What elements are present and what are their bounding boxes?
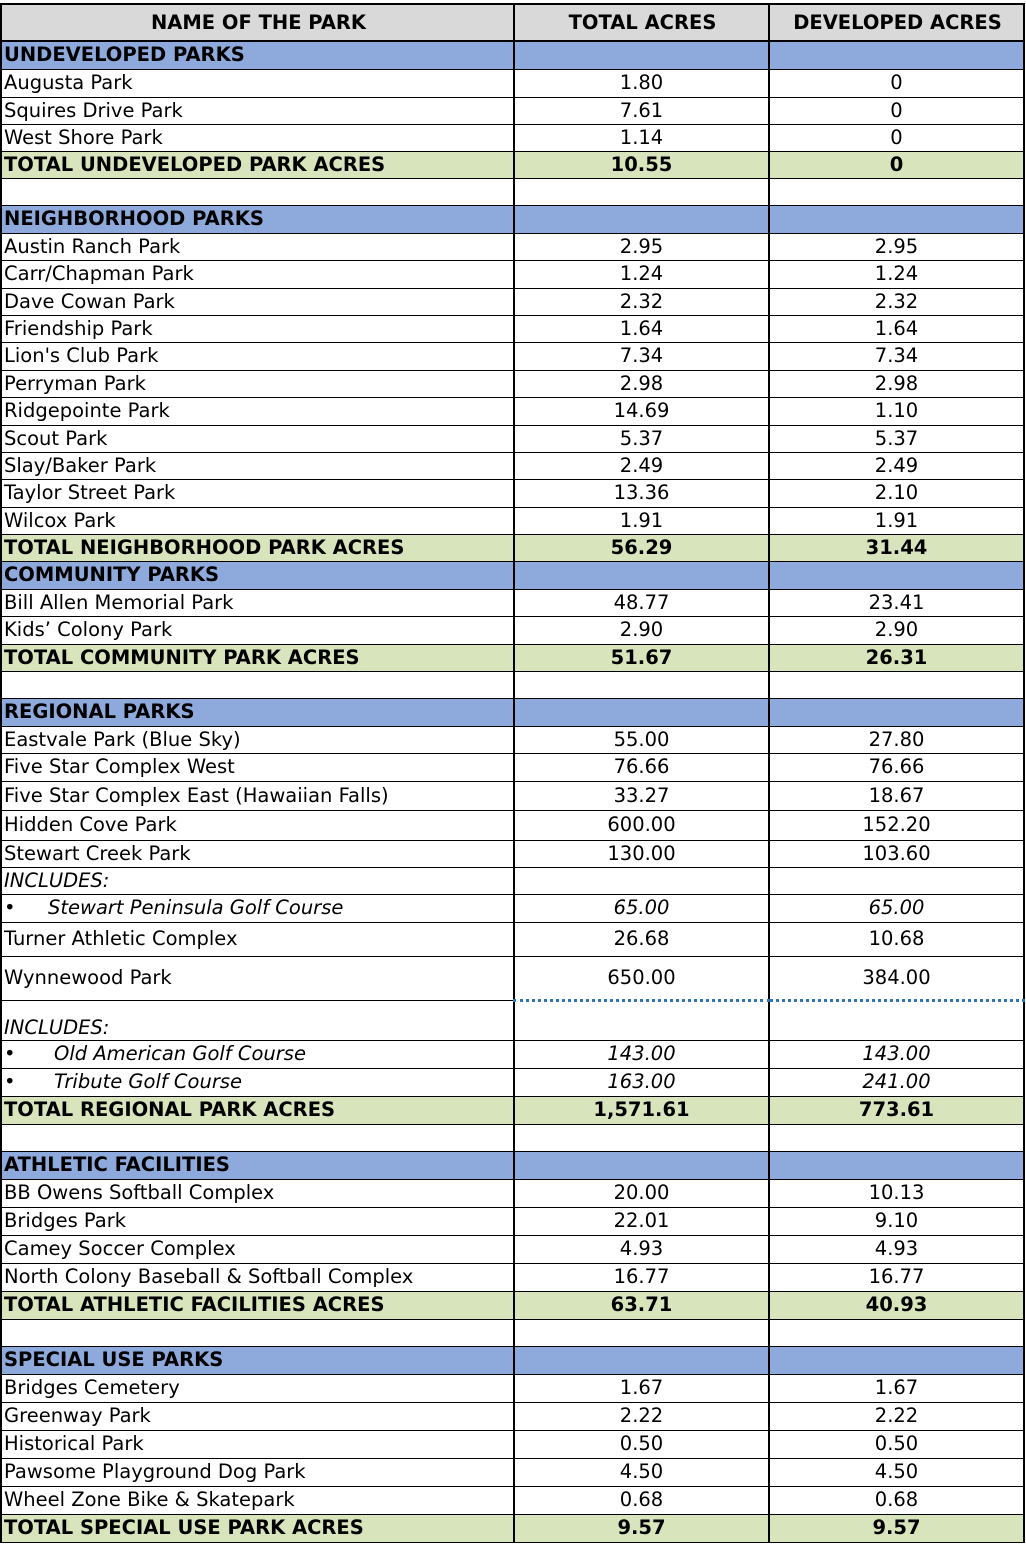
park-name: North Colony Baseball & Softball Complex	[1, 1263, 514, 1291]
park-row	[1, 315, 1024, 342]
total-acres-cell: 48.77	[514, 589, 769, 616]
total-acres-cell: 1.80	[514, 69, 769, 97]
park-row	[1, 1207, 1024, 1235]
spacer-row	[1, 671, 1024, 698]
total-acres-cell: 650.00	[514, 956, 769, 1000]
total-acres-cell: 22.01	[514, 1207, 769, 1235]
includes-label: INCLUDES:	[1, 1000, 514, 1040]
developed-acres-cell: 0.50	[769, 1430, 1024, 1458]
total-acres-cell: 1.67	[514, 1374, 769, 1402]
table-body	[1, 41, 1024, 1542]
park-name: Kids’ Colony Park	[1, 616, 514, 644]
spacer-cell	[1, 1124, 514, 1151]
bullet-icon: •	[4, 1042, 16, 1065]
park-row	[1, 1458, 1024, 1486]
includes-row	[1, 1000, 1024, 1040]
park-row	[1, 397, 1024, 425]
park-row	[1, 726, 1024, 753]
spacer-cell	[1, 1319, 514, 1346]
developed-acres-cell: 1.24	[769, 260, 1024, 288]
section-title: SPECIAL USE PARKS	[1, 1346, 514, 1374]
developed-acres-cell: 773.61	[769, 1096, 1024, 1124]
park-row	[1, 124, 1024, 151]
total-acres-cell: 7.34	[514, 342, 769, 370]
sub-item-label: Tribute Golf Course	[54, 1070, 243, 1093]
spacer-cell	[514, 1319, 769, 1346]
developed-acres-cell: 0	[769, 151, 1024, 178]
park-name: Five Star Complex West	[1, 753, 514, 781]
park-name: Hidden Cove Park	[1, 810, 514, 840]
spacer-cell	[1, 671, 514, 698]
includes-total-cell	[514, 1000, 769, 1040]
total-acres-cell: 2.49	[514, 452, 769, 479]
park-row	[1, 1374, 1024, 1402]
park-row	[1, 1179, 1024, 1207]
section-total-cell	[514, 698, 769, 726]
park-name: Pawsome Playground Dog Park	[1, 1458, 514, 1486]
spacer-row	[1, 1319, 1024, 1346]
header-developed-acres: DEVELOPED ACRES	[769, 4, 1024, 41]
developed-acres-cell: 18.67	[769, 781, 1024, 810]
total-acres-cell: 9.57	[514, 1514, 769, 1542]
header-total-acres: TOTAL ACRES	[514, 4, 769, 41]
section-header-row	[1, 1346, 1024, 1374]
section-developed-cell	[769, 205, 1024, 233]
spacer-row	[1, 178, 1024, 205]
developed-acres-cell: 27.80	[769, 726, 1024, 753]
total-acres-cell: 1.24	[514, 260, 769, 288]
total-acres-cell: 65.00	[514, 894, 769, 922]
total-acres-cell: 4.93	[514, 1235, 769, 1263]
total-row	[1, 1514, 1024, 1542]
developed-acres-cell: 152.20	[769, 810, 1024, 840]
includes-label: INCLUDES:	[1, 867, 514, 894]
park-row	[1, 425, 1024, 452]
total-acres-cell: 5.37	[514, 425, 769, 452]
section-title: UNDEVELOPED PARKS	[1, 41, 514, 69]
includes-developed-cell	[769, 867, 1024, 894]
total-acres-cell: 143.00	[514, 1040, 769, 1068]
sub-item-name	[1, 1040, 514, 1068]
developed-acres-cell: 2.95	[769, 233, 1024, 260]
park-name: Austin Ranch Park	[1, 233, 514, 260]
park-name: BB Owens Softball Complex	[1, 1179, 514, 1207]
total-acres-cell: 14.69	[514, 397, 769, 425]
developed-acres-cell: 2.10	[769, 479, 1024, 507]
park-name: Dave Cowan Park	[1, 288, 514, 315]
park-name: Lion's Club Park	[1, 342, 514, 370]
developed-acres-cell: 5.37	[769, 425, 1024, 452]
section-developed-cell	[769, 41, 1024, 69]
total-acres-cell: 4.50	[514, 1458, 769, 1486]
park-row	[1, 1402, 1024, 1430]
developed-acres-cell: 0	[769, 124, 1024, 151]
park-name: Turner Athletic Complex	[1, 922, 514, 956]
park-row	[1, 1235, 1024, 1263]
spacer-cell	[769, 1124, 1024, 1151]
developed-acres-cell: 2.22	[769, 1402, 1024, 1430]
park-name: Stewart Creek Park	[1, 840, 514, 867]
park-name: Eastvale Park (Blue Sky)	[1, 726, 514, 753]
developed-acres-cell: 0	[769, 69, 1024, 97]
includes-developed-cell	[769, 1000, 1024, 1040]
total-label: TOTAL REGIONAL PARK ACRES	[1, 1096, 514, 1124]
developed-acres-cell: 384.00	[769, 956, 1024, 1000]
developed-acres-cell: 143.00	[769, 1040, 1024, 1068]
park-name: Slay/Baker Park	[1, 452, 514, 479]
park-row	[1, 260, 1024, 288]
section-header-row	[1, 1151, 1024, 1179]
park-name: Camey Soccer Complex	[1, 1235, 514, 1263]
developed-acres-cell: 1.91	[769, 507, 1024, 534]
section-header-row	[1, 698, 1024, 726]
park-row	[1, 956, 1024, 1000]
park-name: Friendship Park	[1, 315, 514, 342]
section-developed-cell	[769, 1346, 1024, 1374]
park-row	[1, 840, 1024, 867]
spacer-cell	[769, 178, 1024, 205]
bullet-icon: •	[4, 896, 16, 919]
total-acres-cell: 7.61	[514, 97, 769, 124]
spacer-row	[1, 1124, 1024, 1151]
park-row	[1, 1486, 1024, 1514]
developed-acres-cell: 0.68	[769, 1486, 1024, 1514]
total-label: TOTAL COMMUNITY PARK ACRES	[1, 644, 514, 671]
developed-acres-cell: 1.64	[769, 315, 1024, 342]
total-label: TOTAL UNDEVELOPED PARK ACRES	[1, 151, 514, 178]
developed-acres-cell: 26.31	[769, 644, 1024, 671]
developed-acres-cell: 2.98	[769, 370, 1024, 397]
developed-acres-cell: 9.10	[769, 1207, 1024, 1235]
total-acres-cell: 2.22	[514, 1402, 769, 1430]
park-name: Greenway Park	[1, 1402, 514, 1430]
includes-row	[1, 867, 1024, 894]
developed-acres-cell: 16.77	[769, 1263, 1024, 1291]
developed-acres-cell: 31.44	[769, 534, 1024, 561]
total-acres-cell: 63.71	[514, 1291, 769, 1319]
section-developed-cell	[769, 1151, 1024, 1179]
park-name: Historical Park	[1, 1430, 514, 1458]
total-acres-cell: 13.36	[514, 479, 769, 507]
total-acres-cell: 56.29	[514, 534, 769, 561]
section-header-row	[1, 561, 1024, 589]
section-total-cell	[514, 205, 769, 233]
developed-acres-cell: 0	[769, 97, 1024, 124]
total-acres-cell: 51.67	[514, 644, 769, 671]
developed-acres-cell: 241.00	[769, 1068, 1024, 1096]
developed-acres-cell: 4.93	[769, 1235, 1024, 1263]
park-name: Taylor Street Park	[1, 479, 514, 507]
developed-acres-cell: 7.34	[769, 342, 1024, 370]
park-name: Perryman Park	[1, 370, 514, 397]
spacer-cell	[769, 1319, 1024, 1346]
sub-item-name	[1, 894, 514, 922]
total-acres-cell: 163.00	[514, 1068, 769, 1096]
total-acres-cell: 55.00	[514, 726, 769, 753]
park-name: Squires Drive Park	[1, 97, 514, 124]
total-acres-cell: 600.00	[514, 810, 769, 840]
developed-acres-cell: 23.41	[769, 589, 1024, 616]
section-total-cell	[514, 41, 769, 69]
park-name: Wynnewood Park	[1, 956, 514, 1000]
total-acres-cell: 10.55	[514, 151, 769, 178]
park-row	[1, 922, 1024, 956]
section-title: ATHLETIC FACILITIES	[1, 1151, 514, 1179]
park-row	[1, 589, 1024, 616]
total-acres-cell: 2.90	[514, 616, 769, 644]
park-row	[1, 1430, 1024, 1458]
developed-acres-cell: 10.68	[769, 922, 1024, 956]
developed-acres-cell: 103.60	[769, 840, 1024, 867]
park-name: Ridgepointe Park	[1, 397, 514, 425]
developed-acres-cell: 1.67	[769, 1374, 1024, 1402]
park-name: Scout Park	[1, 425, 514, 452]
section-title: COMMUNITY PARKS	[1, 561, 514, 589]
developed-acres-cell: 4.50	[769, 1458, 1024, 1486]
park-row	[1, 97, 1024, 124]
park-row	[1, 616, 1024, 644]
total-acres-cell: 1.64	[514, 315, 769, 342]
section-total-cell	[514, 561, 769, 589]
park-row	[1, 781, 1024, 810]
park-name: Five Star Complex East (Hawaiian Falls)	[1, 781, 514, 810]
park-row	[1, 507, 1024, 534]
park-row	[1, 810, 1024, 840]
park-row	[1, 370, 1024, 397]
developed-acres-cell: 76.66	[769, 753, 1024, 781]
park-row	[1, 753, 1024, 781]
sub-item-row	[1, 1068, 1024, 1096]
developed-acres-cell: 2.32	[769, 288, 1024, 315]
developed-acres-cell: 1.10	[769, 397, 1024, 425]
total-row	[1, 1291, 1024, 1319]
section-total-cell	[514, 1151, 769, 1179]
sub-item-label: Old American Golf Course	[54, 1042, 306, 1065]
total-label: TOTAL NEIGHBORHOOD PARK ACRES	[1, 534, 514, 561]
park-name: West Shore Park	[1, 124, 514, 151]
includes-total-cell	[514, 867, 769, 894]
park-row	[1, 452, 1024, 479]
bullet-icon: •	[4, 1070, 16, 1093]
total-row	[1, 644, 1024, 671]
park-name: Wheel Zone Bike & Skatepark	[1, 1486, 514, 1514]
total-row	[1, 534, 1024, 561]
total-acres-cell: 20.00	[514, 1179, 769, 1207]
total-acres-cell: 33.27	[514, 781, 769, 810]
section-title: REGIONAL PARKS	[1, 698, 514, 726]
developed-acres-cell: 2.49	[769, 452, 1024, 479]
section-header-row	[1, 41, 1024, 69]
park-row	[1, 288, 1024, 315]
total-acres-cell: 26.68	[514, 922, 769, 956]
sub-item-row	[1, 1040, 1024, 1068]
total-acres-cell: 2.32	[514, 288, 769, 315]
park-name: Wilcox Park	[1, 507, 514, 534]
section-developed-cell	[769, 561, 1024, 589]
park-name: Bridges Park	[1, 1207, 514, 1235]
total-acres-cell: 1.91	[514, 507, 769, 534]
park-row	[1, 233, 1024, 260]
total-row	[1, 151, 1024, 178]
total-acres-cell: 2.95	[514, 233, 769, 260]
park-row	[1, 342, 1024, 370]
park-row	[1, 479, 1024, 507]
total-acres-cell: 76.66	[514, 753, 769, 781]
spacer-cell	[514, 1124, 769, 1151]
sub-item-row	[1, 894, 1024, 922]
spacer-cell	[1, 178, 514, 205]
park-row	[1, 1263, 1024, 1291]
park-name: Carr/Chapman Park	[1, 260, 514, 288]
total-acres-cell: 0.50	[514, 1430, 769, 1458]
total-label: TOTAL ATHLETIC FACILITIES ACRES	[1, 1291, 514, 1319]
total-acres-cell: 130.00	[514, 840, 769, 867]
park-acreage-table	[0, 3, 1025, 1543]
park-name: Bill Allen Memorial Park	[1, 589, 514, 616]
spacer-cell	[769, 671, 1024, 698]
park-name: Bridges Cemetery	[1, 1374, 514, 1402]
total-acres-cell: 2.98	[514, 370, 769, 397]
header-row	[1, 4, 1024, 41]
park-row	[1, 69, 1024, 97]
total-label: TOTAL SPECIAL USE PARK ACRES	[1, 1514, 514, 1542]
total-row	[1, 1096, 1024, 1124]
section-header-row	[1, 205, 1024, 233]
section-developed-cell	[769, 698, 1024, 726]
developed-acres-cell: 65.00	[769, 894, 1024, 922]
developed-acres-cell: 2.90	[769, 616, 1024, 644]
sub-item-name	[1, 1068, 514, 1096]
header-name: NAME OF THE PARK	[1, 4, 514, 41]
sub-item-label: Stewart Peninsula Golf Course	[48, 896, 344, 919]
spacer-cell	[514, 178, 769, 205]
total-acres-cell: 1,571.61	[514, 1096, 769, 1124]
total-acres-cell: 16.77	[514, 1263, 769, 1291]
park-name: Augusta Park	[1, 69, 514, 97]
total-acres-cell: 0.68	[514, 1486, 769, 1514]
total-acres-cell: 1.14	[514, 124, 769, 151]
section-total-cell	[514, 1346, 769, 1374]
spacer-cell	[514, 671, 769, 698]
developed-acres-cell: 9.57	[769, 1514, 1024, 1542]
developed-acres-cell: 40.93	[769, 1291, 1024, 1319]
developed-acres-cell: 10.13	[769, 1179, 1024, 1207]
section-title: NEIGHBORHOOD PARKS	[1, 205, 514, 233]
